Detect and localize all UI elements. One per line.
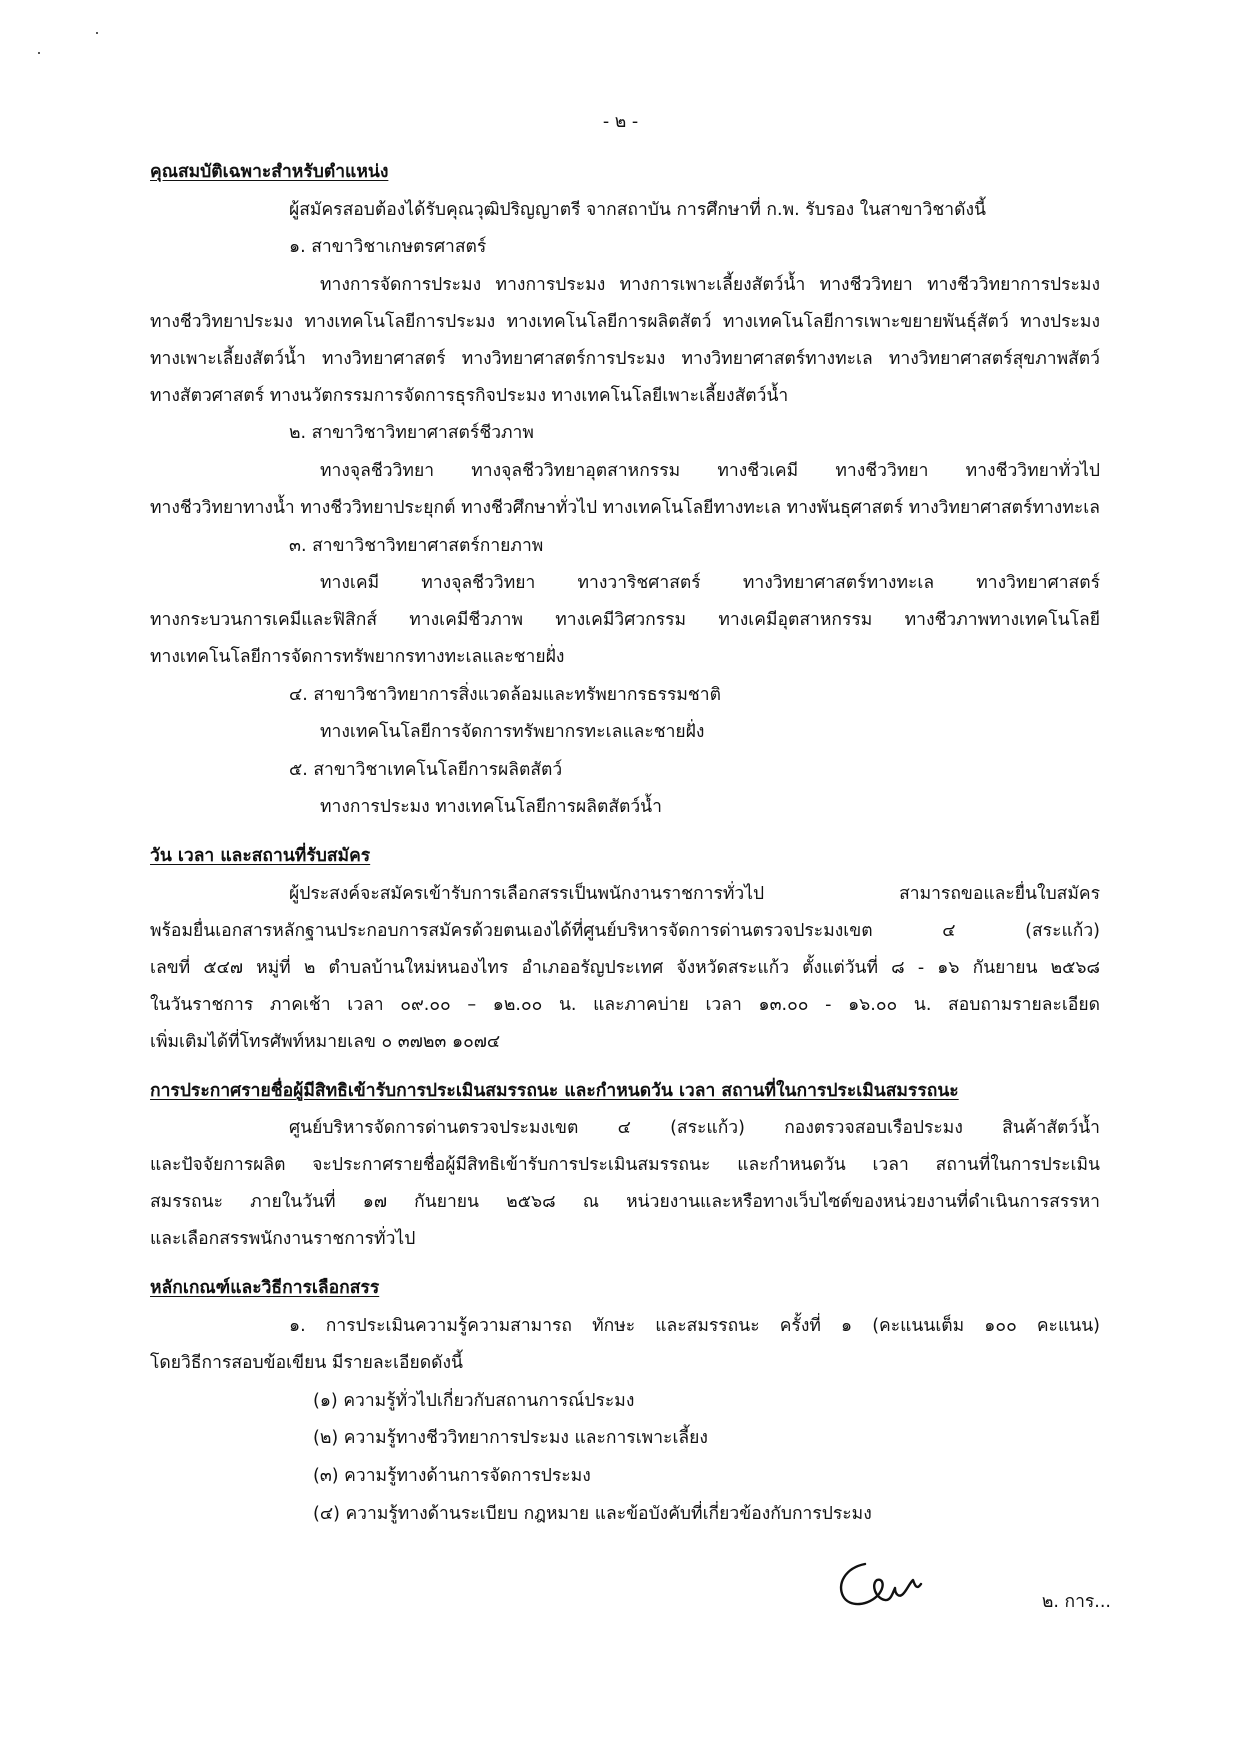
item-line: ทางการจัดการประมง ทางการประมง ทางการเพาะเลี้ยงสัตว์น้ำ ทางชีววิทยา ทางชีววิทยาการประมง (320, 275, 1100, 295)
item-line: ทางเคมี ทางจุลชีววิทยา ทางวาริชศาสตร์ ทางวิทยาศาสตร์ทางทะเล ทางวิทยาศาสตร์ (320, 573, 1100, 593)
announcement-heading: การประกาศรายชื่อผู้มีสิทธิเข้ารับการประเมินสมรรถนะ และกำหนดวัน เวลา สถานที่ในการประเมินสมรรถนะ (150, 1081, 959, 1101)
item-line: ทางเพาะเลี้ยงสัตว์น้ำ ทางวิทยาศาสตร์ ทางวิทยาศาสตร์การประมง ทางวิทยาศาสตร์ทางทะเล ทางวิทยาศาสตร์สุขภาพสัตว์ (150, 349, 1100, 369)
scan-speck (96, 32, 98, 34)
criteria-item: (๓) ความรู้ทางด้านการจัดการประมง (313, 1466, 591, 1486)
item-line: ทางชีววิทยาประมง ทางเทคโนโลยีการประมง ทางเทคโนโลยีการผลิตสัตว์ ทางเทคโนโลยีการเพาะขยายพันธุ์สัตว์ ทางประมง (150, 312, 1100, 332)
announcement-line: ศูนย์บริหารจัดการด่านตรวจประมงเขต ๔ (สระแก้ว) กองตรวจสอบเรือประมง สินค้าสัตว์น้ำ (289, 1118, 1100, 1138)
criteria-heading: หลักเกณฑ์และวิธีการเลือกสรร (150, 1278, 380, 1298)
criteria-line: โดยวิธีการสอบข้อเขียน มีรายละเอียดดังนี้ (150, 1353, 463, 1373)
application-line: ผู้ประสงค์จะสมัครเข้ารับการเลือกสรรเป็นพนักงานราชการทั่วไป สามารถขอและยื่นใบสมัคร (289, 884, 1100, 904)
item-line: ทางชีววิทยาทางน้ำ ทางชีววิทยาประยุกต์ ทางชีวศึกษาทั่วไป ทางเทคโนโลยีทางทะเล ทางพันธุศาสตร์ ทางวิทยาศาสตร์ทางทะเล (150, 498, 1100, 518)
announcement-line: และเลือกสรรพนักงานราชการทั่วไป (150, 1229, 416, 1249)
qualifications-heading: คุณสมบัติเฉพาะสำหรับตำแหน่ง (150, 162, 389, 182)
application-line: ในวันราชการ ภาคเช้า เวลา ๐๙.๐๐ – ๑๒.๐๐ น. และภาคบ่าย เวลา ๑๓.๐๐ - ๑๖.๐๐ น. สอบถามรายละเอียด (150, 995, 1100, 1015)
item-line: ทางสัตวศาสตร์ ทางนวัตกรรมการจัดการธุรกิจประมง ทางเทคโนโลยีเพาะเลี้ยงสัตว์น้ำ (150, 386, 789, 406)
scan-speck (38, 52, 40, 54)
criteria-item: (๑) ความรู้ทั่วไปเกี่ยวกับสถานการณ์ประมง (313, 1391, 635, 1411)
item-line: ทางกระบวนการเคมีและฟิสิกส์ ทางเคมีชีวภาพ ทางเคมีวิศวกรรม ทางเคมีอุตสาหกรรม ทางชีวภาพทางเทคโนโลยี (150, 610, 1100, 630)
item-line: ทางเทคโนโลยีการจัดการทรัพยากรทางทะเลและชายฝั่ง (150, 647, 565, 667)
item-title: ๑. สาขาวิชาเกษตรศาสตร์ (289, 237, 487, 257)
announcement-line: และปัจจัยการผลิต จะประกาศรายชื่อผู้มีสิทธิเข้ารับการประเมินสมรรถนะ และกำหนดวัน เวลา สถานที่ในการประเมิน (150, 1155, 1100, 1175)
criteria-item: (๒) ความรู้ทางชีววิทยาการประมง และการเพาะเลี้ยง (313, 1428, 708, 1448)
application-line: พร้อมยื่นเอกสารหลักฐานประกอบการสมัครด้วยตนเองได้ที่ศูนย์บริหารจัดการด่านตรวจประมงเขต ๔ (สระแก้ว) (150, 921, 1100, 941)
application-heading: วัน เวลา และสถานที่รับสมัคร (150, 846, 371, 866)
item-title: ๓. สาขาวิชาวิทยาศาสตร์กายภาพ (289, 536, 544, 556)
signature-image (835, 1554, 935, 1614)
criteria-item: (๔) ความรู้ทางด้านระเบียบ กฎหมาย และข้อบังคับที่เกี่ยวข้องกับการประมง (313, 1504, 872, 1524)
criteria-line: ๑. การประเมินความรู้ความสามารถ ทักษะ และสมรรถนะ ครั้งที่ ๑ (คะแนนเต็ม ๑๐๐ คะแนน) (289, 1316, 1100, 1336)
item-line: ทางการประมง ทางเทคโนโลยีการผลิตสัตว์น้ำ (320, 797, 662, 817)
page-number: - ๒ - (602, 112, 639, 132)
qualifications-intro: ผู้สมัครสอบต้องได้รับคุณวุฒิปริญญาตรี จากสถาบัน การศึกษาที่ ก.พ. รับรอง ในสาขาวิชาดังนี้ (289, 200, 986, 220)
announcement-line: สมรรถนะ ภายในวันที่ ๑๗ กันยายน ๒๕๖๘ ณ หน่วยงานและหรือทางเว็บไซต์ของหน่วยงานที่ดำเนินการสรรหา (150, 1192, 1100, 1212)
item-line: ทางเทคโนโลยีการจัดการทรัพยากรทะเลและชายฝั่ง (320, 722, 705, 742)
application-line: เพิ่มเติมได้ที่โทรศัพท์หมายเลข ๐ ๓๗๒๓ ๑๐๗๔ (150, 1032, 501, 1052)
item-title: ๕. สาขาวิชาเทคโนโลยีการผลิตสัตว์ (289, 760, 563, 780)
application-line: เลขที่ ๕๔๗ หมู่ที่ ๒ ตำบลบ้านใหม่หนองไทร อำเภออรัญประเทศ จังหวัดสระแก้ว ตั้งแต่วันที่ ๘ - ๑๖ กันยายน ๒๕๖๘ (150, 958, 1100, 978)
item-title: ๔. สาขาวิชาวิทยาการสิ่งแวดล้อมและทรัพยากรธรรมชาติ (289, 685, 721, 705)
item-line: ทางจุลชีววิทยา ทางจุลชีววิทยาอุตสาหกรรม ทางชีวเคมี ทางชีววิทยา ทางชีววิทยาทั่วไป (320, 461, 1100, 481)
continuation-text: ๒. การ... (1041, 1592, 1111, 1612)
item-title: ๒. สาขาวิชาวิทยาศาสตร์ชีวภาพ (289, 423, 534, 443)
